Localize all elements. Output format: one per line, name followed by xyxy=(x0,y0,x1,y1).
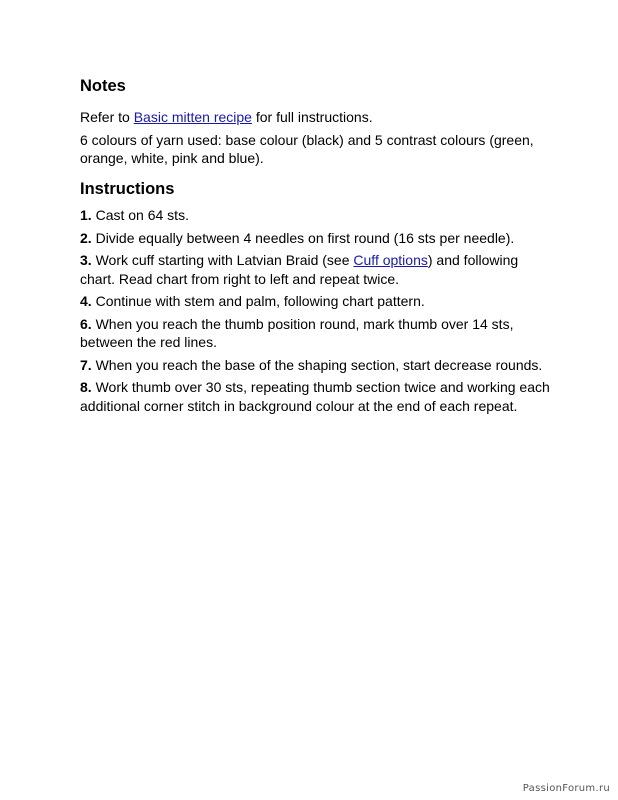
step-text: When you reach the base of the shaping section, start decrease rounds. xyxy=(91,356,543,373)
instruction-step xyxy=(80,251,550,288)
step-text: Cast on 64 sts. xyxy=(91,207,189,223)
instruction-step xyxy=(80,315,550,352)
basic-mitten-recipe-link[interactable]: Basic mitten recipe xyxy=(133,109,252,125)
cuff-options-link[interactable]: Cuff options xyxy=(353,252,428,268)
step-number: 7. xyxy=(80,356,92,373)
instruction-step xyxy=(80,356,550,375)
notes-yarn-colours: 6 colours of yarn used: base colour (black) and 5 contrast colours (green, orange, white, pink and blue). xyxy=(80,131,534,166)
step-number: 4. xyxy=(80,293,92,309)
notes-body xyxy=(80,108,550,168)
step-number: 3. xyxy=(80,252,92,268)
instructions-heading: Instructions xyxy=(80,180,175,198)
step-text: Continue with stem and palm, following chart pattern. xyxy=(91,293,425,309)
step-number: 2. xyxy=(80,229,92,246)
notes-recipe-reference xyxy=(80,108,550,127)
step-number: 6. xyxy=(80,315,92,332)
notes-line1-suffix: for full instructions. xyxy=(251,109,373,125)
instructions-list xyxy=(80,206,550,415)
step-number: 1. xyxy=(80,207,92,223)
notes-line1-prefix: Refer to xyxy=(80,109,134,125)
notes-heading: Notes xyxy=(80,77,126,95)
step-text: When you reach the thumb position round, mark thumb over 14 sts, between the red lines. xyxy=(80,315,514,350)
instruction-step xyxy=(80,292,550,311)
instruction-step xyxy=(80,378,550,415)
step-text: Divide equally between 4 needles on first round (16 sts per needle). xyxy=(91,229,515,246)
instruction-step xyxy=(80,206,550,225)
step-text: Work thumb over 30 sts, repeating thumb section twice and working each additional corner stitch in background colour at the end of each repeat. xyxy=(80,379,550,414)
instruction-step xyxy=(80,229,550,248)
step-text-suffix: ) and following chart. Read chart from right to left and repeat twice. xyxy=(80,252,519,287)
site-watermark: PassionForum.ru xyxy=(522,783,610,794)
step-text-prefix: Work cuff starting with Latvian Braid (see xyxy=(91,252,354,268)
step-number: 8. xyxy=(80,379,92,395)
